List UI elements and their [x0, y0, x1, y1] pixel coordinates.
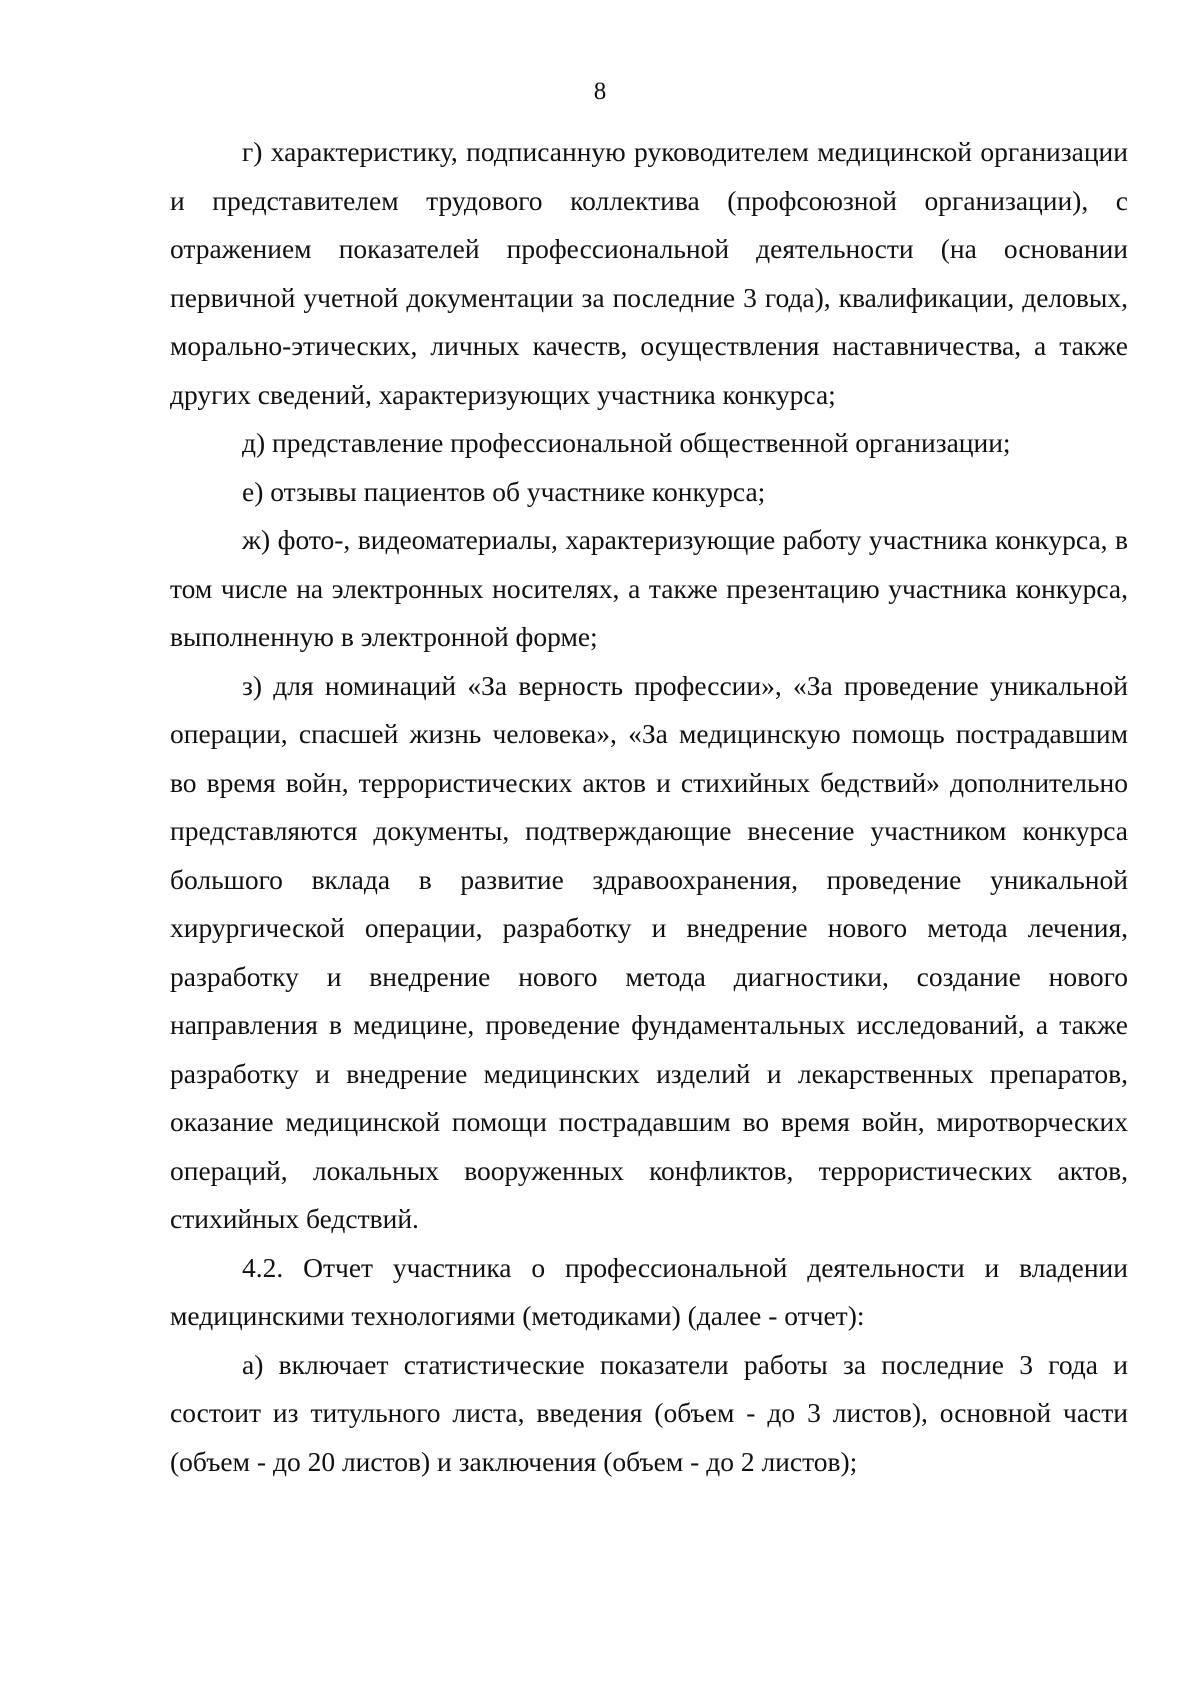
paragraph-zh-photo-video: ж) фото-, видеоматериалы, характеризующие работу участника конкурса, в том числе на электронных носителях, а также презентацию участника конкурса, выполненную в электронной форме;: [170, 524, 1128, 652]
paragraph-z-nominations: з) для номинаций «За верность профессии», «За проведение уникальной операции, спасшей жизнь человека», «За медицинскую помощь пострадавшим во время войн, террористических актов и стихийных бедствий» дополнительно представляются документы, подтверждающие внесение участником конкурса большого вклада в развитие здравоохранения, проведение уникальной хирургической операции, разработку и внедрение нового метода лечения, разработку и внедрение нового метода диагностики, создание нового направления в медицине, проведение фундаментальных исследований, а также разработку и внедрение медицинских изделий и лекарственных препаратов, оказание медицинской помощи пострадавшим во время войн, миротворческих операций, локальных вооруженных конфликтов, террористических актов, стихийных бедствий.: [170, 669, 1128, 1234]
paragraph-e-patient-reviews: е) отзывы пациентов об участнике конкурса;: [242, 475, 766, 507]
paragraph-4-2-report: 4.2. Отчет участника о профессиональной деятельности и владении медицинскими технологиями (методиками) (далее - отчет):: [170, 1251, 1128, 1331]
paragraph-g-characteristic: г) характеристику, подписанную руководителем медицинской организации и представителем трудового коллектива (профсоюзной организации), с отражением показателей профессиональной деятельности (на основании первичной учетной документации за последние 3 года), квалификации, деловых, морально-этических, личных качеств, осуществления наставничества, а также других сведений, характеризующих участника конкурса;: [170, 136, 1128, 410]
paragraph-d-representation: д) представление профессиональной общественной организации;: [242, 427, 1011, 458]
paragraph-a-report-contents: а) включает статистические показатели работы за последние 3 года и состоит из титульного листа, введения (объем - до 3 листов), основной части (объем - до 20 листов) и заключения (объем - до 2 листов);: [170, 1348, 1128, 1477]
document-body: [170, 128, 1128, 1486]
page-number: 8: [593, 78, 607, 105]
